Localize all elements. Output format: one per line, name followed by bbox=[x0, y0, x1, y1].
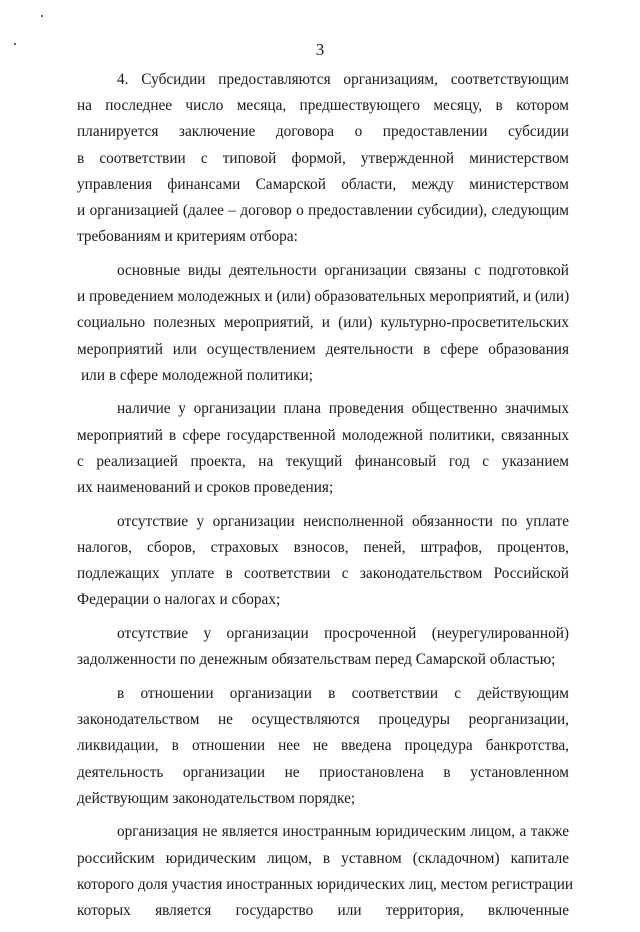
paragraph bbox=[77, 681, 569, 812]
text-line: требованиям и критериям отбора: bbox=[77, 228, 298, 246]
text-line: ликвидации, в отношении нее не введена процедура банкротства, bbox=[77, 737, 569, 755]
text-line: социально полезных мероприятий, и (или) культурно-просветительских bbox=[77, 314, 569, 332]
text-line: Федерации о налогах и сборах; bbox=[77, 591, 281, 609]
text-line: отсутствие у организации неисполненной обязанности по уплате bbox=[117, 512, 569, 530]
text-line: 4. Субсидии предоставляются организациям, соответствующим bbox=[117, 71, 569, 88]
paragraph bbox=[77, 67, 569, 250]
text-line: планируется заключение договора о предоставлении субсидии bbox=[77, 123, 569, 141]
text-line: и проведением молодежных и (или) образовательных мероприятий, и (или) bbox=[77, 288, 570, 306]
text-line: с реализацией проекта, на текущий финансовый год с указанием bbox=[77, 452, 569, 470]
text-line: которых является государство или территория, включенные bbox=[77, 902, 569, 920]
text-line: в соответствии с типовой формой, утвержденной министерством bbox=[77, 149, 569, 167]
text-line: действующим законодательством порядке; bbox=[77, 789, 356, 807]
paragraph bbox=[77, 819, 574, 924]
text-line: основные виды деятельности организации связаны с подготовкой bbox=[117, 261, 569, 279]
text-line: и организацией (далее – договор о предоставлении субсидии), следующим bbox=[77, 202, 569, 220]
text-line: законодательством не осуществляются процедуры реорганизации, bbox=[77, 711, 569, 729]
text-line: их наименований и сроков проведения; bbox=[77, 479, 334, 497]
text-line: отсутствие у организации просроченной (неурегулированной) bbox=[117, 625, 569, 643]
paragraph bbox=[77, 258, 569, 389]
text-line: которого доля участия иностранных юридических лиц, местом регистрации bbox=[77, 875, 574, 893]
text-line: организация не является иностранным юридическим лицом, а также bbox=[117, 823, 569, 841]
scan-speck bbox=[41, 15, 43, 17]
text-line: управления финансами Самарской области, между министерством bbox=[77, 175, 569, 193]
paragraph bbox=[77, 509, 569, 614]
paragraph bbox=[77, 396, 569, 501]
text-line: мероприятий в сфере государственной молодежной политики, связанных bbox=[77, 426, 569, 444]
document-body bbox=[77, 67, 574, 932]
paragraph bbox=[77, 621, 569, 673]
text-line: на последнее число месяца, предшествующего месяцу, в котором bbox=[77, 97, 569, 115]
text-line: деятельность организации не приостановлена в установленном bbox=[77, 763, 569, 781]
text-line: в отношении организации в соответствии с действующим bbox=[117, 684, 569, 702]
text-line: наличие у организации плана проведения общественно значимых bbox=[117, 400, 569, 418]
text-line: задолженности по денежным обязательствам перед Самарской областью; bbox=[77, 651, 556, 669]
text-line: российским юридическим лицом, в уставном (складочном) капитале bbox=[77, 849, 569, 867]
text-line: мероприятий или осуществлением деятельности в сфере образования bbox=[77, 340, 569, 358]
page-number: 3 bbox=[315, 40, 325, 59]
text-line: или в сфере молодежной политики; bbox=[81, 366, 313, 384]
text-line: налогов, сборов, страховых взносов, пеней, штрафов, процентов, bbox=[77, 538, 569, 556]
text-line: подлежащих уплате в соответствии с законодательством Российской bbox=[77, 565, 569, 583]
